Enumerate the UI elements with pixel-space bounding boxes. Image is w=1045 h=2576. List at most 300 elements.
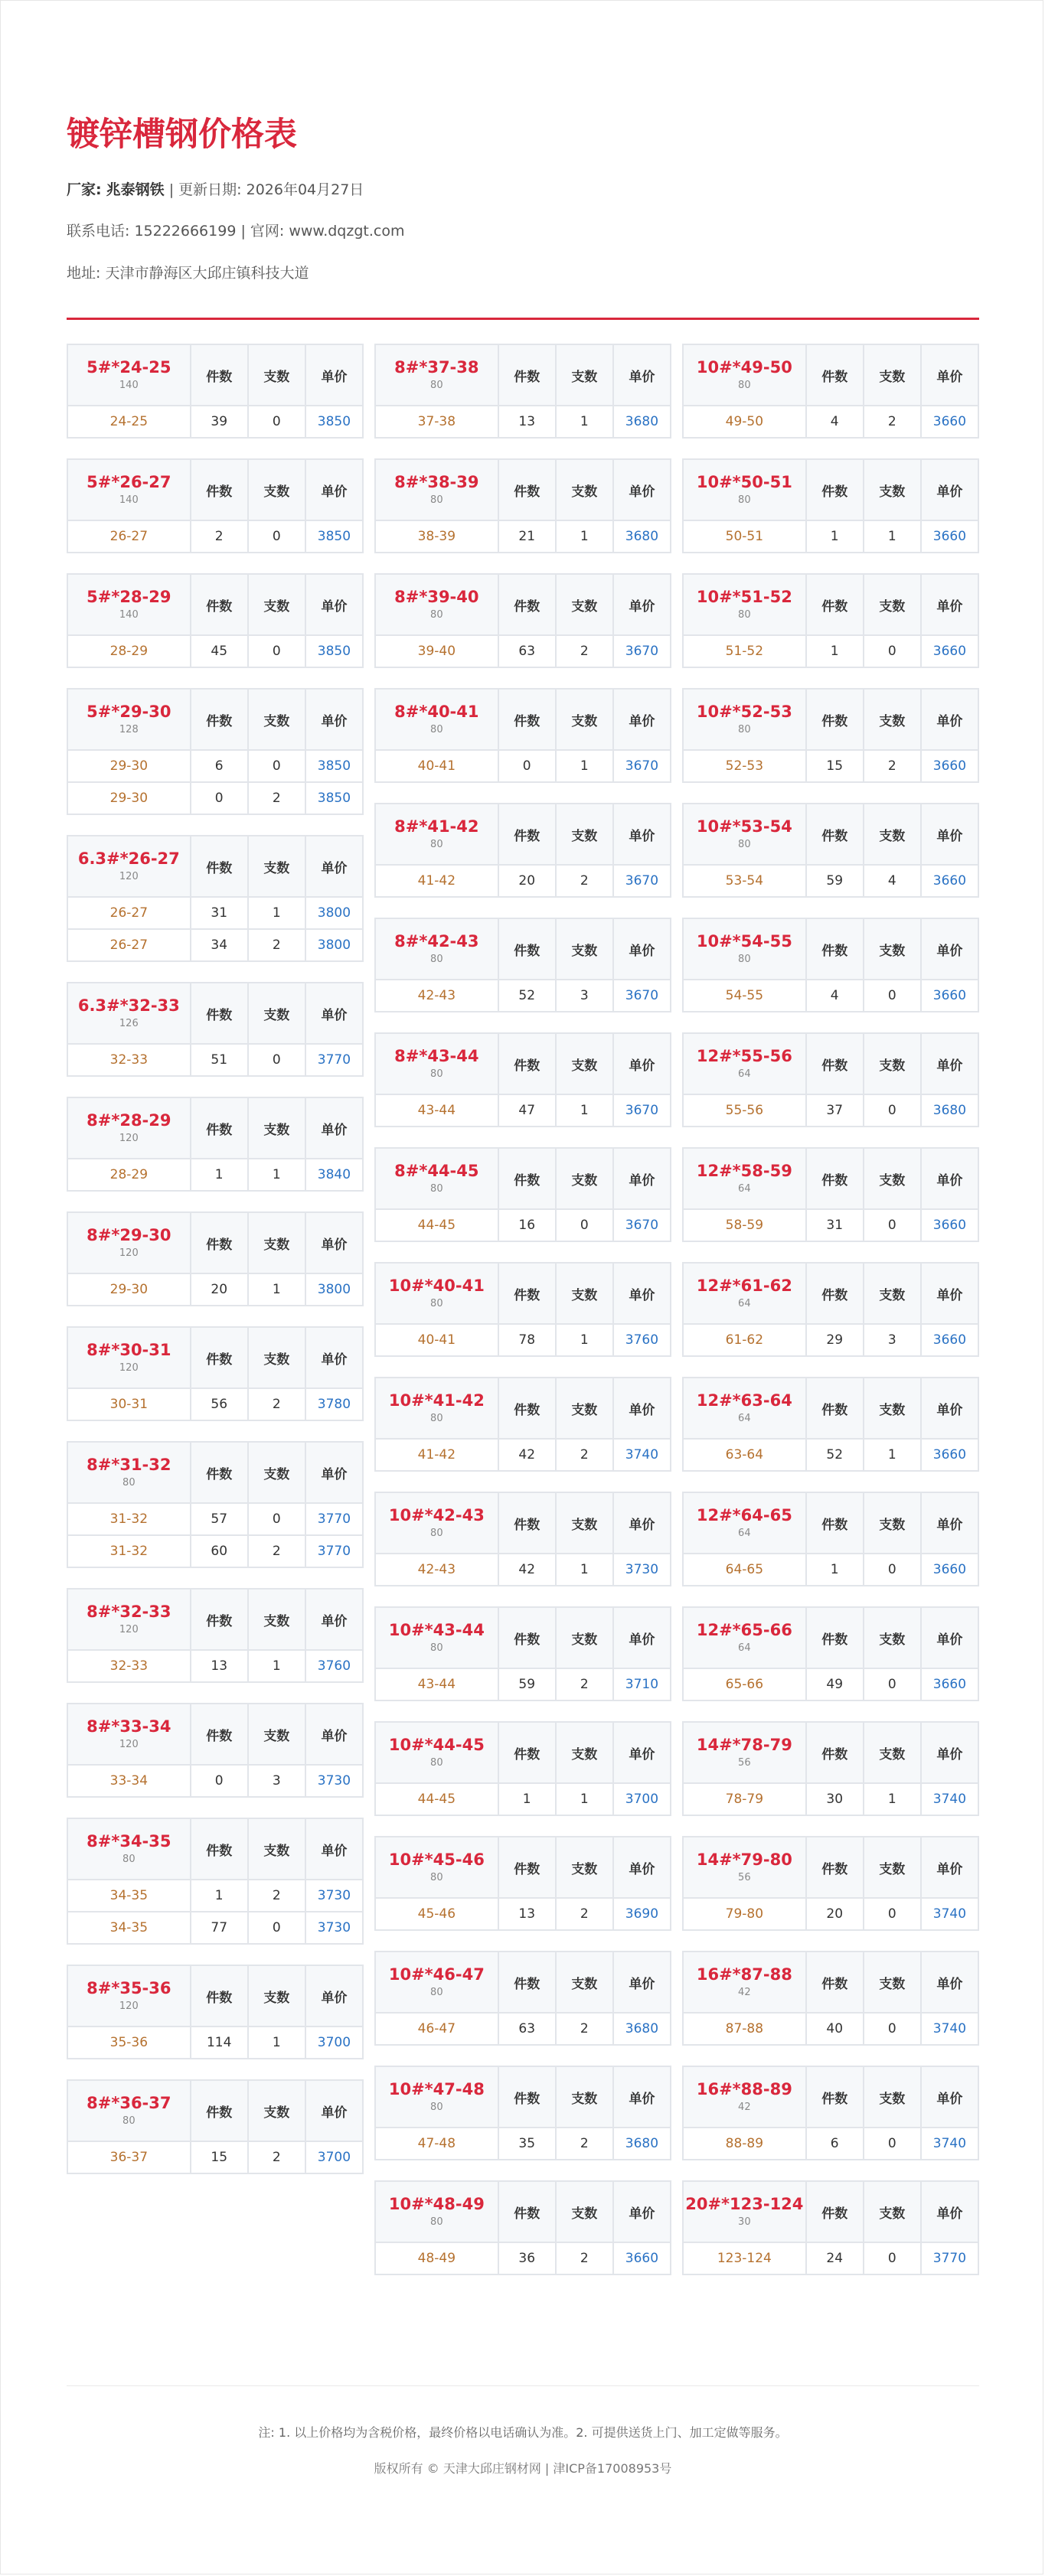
model-sub: 80 [738,379,751,391]
count-cell: 1 [191,1159,248,1191]
address-line: 地址: 天津市静海区大邱庄镇科技大道 [67,265,309,282]
table-body [375,1324,671,1356]
table-row [683,1554,978,1586]
header-count: 件数 [806,1378,864,1439]
header-count: 件数 [191,1589,248,1650]
header-count: 件数 [191,1097,248,1159]
table-head [67,836,363,897]
model-cell [375,574,498,635]
spec-cell: 38-39 [375,520,498,553]
table-body [375,2013,671,2045]
header-price: 单价 [613,459,671,520]
table-row [375,2013,671,2045]
header-count: 件数 [191,344,248,406]
header-pieces: 支数 [864,804,921,865]
price-cell: 3770 [305,1044,363,1076]
header-count: 件数 [806,2181,864,2242]
header-price: 单价 [921,689,978,750]
count-cell: 16 [498,1209,556,1241]
pieces-cell: 0 [248,1503,305,1535]
spec-cell: 31-32 [67,1503,191,1535]
table-body [683,2242,978,2274]
header-row [683,918,978,980]
price-cell: 3730 [305,1880,363,1912]
header-count: 件数 [191,983,248,1044]
model-name: 8#*44-45 [394,1162,479,1181]
price-cell: 3660 [921,750,978,782]
price-table [67,1211,364,1306]
pieces-cell: 0 [864,2242,921,2274]
table-head [683,1952,978,2013]
model-cell [375,1952,498,2013]
model-name: 8#*36-37 [87,2094,171,2113]
pieces-cell: 1 [248,1650,305,1682]
model-cell [683,1033,806,1094]
count-cell: 20 [806,1898,864,1930]
table-row [683,520,978,553]
pieces-cell: 0 [864,635,921,667]
spec-cell: 45-46 [375,1898,498,1930]
model-cell [67,1327,191,1388]
price-table [682,1951,979,2046]
price-cell: 3680 [613,2128,671,2160]
model-cell [375,344,498,406]
price-cell: 3740 [921,1898,978,1930]
pieces-cell: 2 [556,1668,613,1700]
model-cell [67,344,191,406]
price-table [374,1721,671,1816]
model-cell [683,1722,806,1783]
header-pieces: 支数 [864,1837,921,1898]
price-table [374,1951,671,2046]
model-name: 10#*48-49 [388,2195,485,2214]
price-cell: 3660 [921,1554,978,1586]
model-cell [683,2181,806,2242]
table-body [375,1783,671,1815]
model-cell [683,1148,806,1209]
table-body [683,1324,978,1356]
header-row [375,1033,671,1094]
price-cell: 3670 [613,980,671,1012]
table-body [67,1650,363,1682]
count-cell: 24 [806,2242,864,2274]
model-sub: 42 [738,1986,751,1998]
model-cell [375,2066,498,2128]
price-table [67,1326,364,1421]
header-price: 单价 [305,1327,363,1388]
header-row [67,459,363,520]
model-sub: 80 [430,608,443,621]
model-sub: 128 [119,723,139,735]
table-row [375,1094,671,1127]
header-price: 单价 [613,804,671,865]
model-name: 5#*29-30 [87,703,171,722]
count-cell: 47 [498,1094,556,1127]
price-table [67,688,364,815]
header-row [375,1952,671,2013]
model-cell [683,689,806,750]
price-cell: 3680 [613,406,671,438]
header-pieces: 支数 [864,1607,921,1668]
table-body [375,520,671,553]
model-cell [683,1263,806,1324]
table-head [375,1492,671,1554]
price-cell: 3850 [305,782,363,814]
spec-cell: 79-80 [683,1898,806,1930]
table-row [67,750,363,782]
model-name: 20#*123-124 [685,2195,804,2214]
header-row [67,1704,363,1765]
price-cell: 3730 [305,1912,363,1944]
spec-cell: 29-30 [67,750,191,782]
model-name: 8#*37-38 [394,358,479,377]
header-price: 单价 [921,574,978,635]
table-head [375,344,671,406]
model-name: 10#*50-51 [696,473,792,492]
header-price: 单价 [305,836,363,897]
table-row [683,1439,978,1471]
header-price: 单价 [613,1607,671,1668]
model-name: 10#*51-52 [696,588,792,607]
model-name: 5#*24-25 [87,358,171,377]
table-row [683,406,978,438]
count-cell: 20 [191,1273,248,1306]
header-price: 单价 [921,2066,978,2128]
header-count: 件数 [498,574,556,635]
table-row [683,1209,978,1241]
header-price: 单价 [305,344,363,406]
header-row [683,2181,978,2242]
model-name: 8#*33-34 [87,1717,171,1736]
model-sub: 80 [430,953,443,965]
count-cell: 30 [806,1783,864,1815]
price-cell: 3660 [921,865,978,897]
header-count: 件数 [498,1722,556,1783]
table-head [683,1837,978,1898]
header-count: 件数 [498,1378,556,1439]
header-row [683,1033,978,1094]
table-row [375,980,671,1012]
header-count: 件数 [498,1952,556,2013]
model-name: 16#*87-88 [696,1965,792,1984]
pieces-cell: 2 [556,2013,613,2045]
header-pieces: 支数 [556,1722,613,1783]
header-price: 单价 [921,2181,978,2242]
header-row [375,344,671,406]
header-count: 件数 [498,918,556,980]
model-cell [683,1952,806,2013]
model-sub: 140 [119,494,139,506]
header-count: 件数 [498,2066,556,2128]
header-row [683,1148,978,1209]
model-name: 8#*28-29 [87,1111,171,1130]
table-row [375,1898,671,1930]
header-count: 件数 [806,1033,864,1094]
model-cell [375,1033,498,1094]
model-sub: 80 [430,1068,443,1080]
count-cell: 42 [498,1439,556,1471]
table-body [683,750,978,782]
table-row [683,980,978,1012]
model-cell [67,1704,191,1765]
header-price: 单价 [921,918,978,980]
header-row [375,1263,671,1324]
header-row [375,1722,671,1783]
price-cell: 3770 [921,2242,978,2274]
header-row [67,1818,363,1880]
header-price: 单价 [921,1033,978,1094]
pieces-cell: 3 [248,1765,305,1797]
header-pieces: 支数 [556,1148,613,1209]
table-row [67,2027,363,2059]
header-price: 单价 [305,1589,363,1650]
model-sub: 80 [122,1853,136,1865]
price-cell: 3710 [613,1668,671,1700]
pieces-cell: 1 [556,1783,613,1815]
price-table [682,1492,979,1586]
table-head [67,1589,363,1650]
header-count: 件数 [498,1148,556,1209]
factory-line [67,181,979,199]
price-cell: 3700 [305,2027,363,2059]
price-table [682,1606,979,1701]
model-name: 12#*65-66 [696,1621,792,1640]
model-cell [375,1263,498,1324]
header-price: 单价 [613,1033,671,1094]
header-price: 单价 [305,459,363,520]
table-head [67,1327,363,1388]
pieces-cell: 0 [248,406,305,438]
table-head [683,1263,978,1324]
header-count: 件数 [498,1837,556,1898]
count-cell: 0 [498,750,556,782]
spec-cell: 49-50 [683,406,806,438]
table-head [67,344,363,406]
header-price: 单价 [305,1212,363,1273]
table-row [375,1783,671,1815]
model-name: 10#*53-54 [696,817,792,836]
model-name: 16#*88-89 [696,2080,792,2099]
price-table [374,1606,671,1701]
model-name: 12#*55-56 [696,1047,792,1066]
pieces-cell: 2 [864,750,921,782]
pieces-cell: 1 [864,1439,921,1471]
model-cell [375,459,498,520]
table-row [67,1388,363,1420]
table-head [683,1378,978,1439]
price-table [67,982,364,1077]
header-pieces: 支数 [248,1589,305,1650]
price-cell: 3700 [305,2141,363,2173]
count-cell: 60 [191,1535,248,1567]
table-head [67,1097,363,1159]
model-cell [375,1378,498,1439]
count-cell: 42 [498,1554,556,1586]
table-row [683,750,978,782]
table-row [67,1503,363,1535]
pieces-cell: 1 [248,2027,305,2059]
model-sub: 64 [738,1068,751,1080]
table-row [67,406,363,438]
header-pieces: 支数 [556,804,613,865]
table-body [67,2141,363,2173]
price-table [374,2180,671,2275]
table-head [67,1212,363,1273]
table-body [375,750,671,782]
table-body [67,406,363,438]
table-row [67,897,363,929]
model-name: 5#*28-29 [87,588,171,607]
count-cell: 63 [498,635,556,667]
header-row [683,344,978,406]
model-cell [67,689,191,750]
spec-cell: 52-53 [683,750,806,782]
count-cell: 63 [498,2013,556,2045]
table-head [683,459,978,520]
model-sub: 80 [738,838,751,850]
spec-cell: 64-65 [683,1554,806,1586]
count-cell: 4 [806,406,864,438]
table-row [375,1439,671,1471]
table-body [683,2013,978,2045]
header-pieces: 支数 [248,2080,305,2141]
header-pieces: 支数 [864,2066,921,2128]
header-row [375,2066,671,2128]
model-sub: 120 [119,1361,139,1374]
table-row [67,782,363,814]
header-count: 件数 [191,2080,248,2141]
price-cell: 3660 [921,520,978,553]
price-cell: 3660 [921,1209,978,1241]
table-body [683,1094,978,1127]
price-cell: 3740 [613,1439,671,1471]
header-pieces: 支数 [864,459,921,520]
count-cell: 56 [191,1388,248,1420]
table-head [683,1148,978,1209]
header-pieces: 支数 [556,344,613,406]
model-name: 10#*46-47 [388,1965,485,1984]
spec-cell: 42-43 [375,1554,498,1586]
header-count: 件数 [191,1965,248,2027]
price-cell: 3670 [613,635,671,667]
table-body [375,865,671,897]
table-row [67,635,363,667]
header-price: 单价 [305,2080,363,2141]
pieces-cell: 1 [248,1273,305,1306]
model-name: 8#*38-39 [394,473,479,492]
table-body [683,2128,978,2160]
model-sub: 80 [738,608,751,621]
model-sub: 80 [430,1182,443,1195]
pieces-cell: 0 [864,2128,921,2160]
model-sub: 64 [738,1182,751,1195]
model-cell [375,689,498,750]
model-cell [683,344,806,406]
header-pieces: 支数 [248,1327,305,1388]
header-pieces: 支数 [248,983,305,1044]
price-table [374,803,671,898]
factory-label: 厂家: [67,181,102,198]
pieces-cell: 1 [864,520,921,553]
spec-cell: 28-29 [67,1159,191,1191]
model-cell [67,983,191,1044]
header-pieces: 支数 [864,1033,921,1094]
table-body [375,1439,671,1471]
header-price: 单价 [921,804,978,865]
header-price: 单价 [305,1965,363,2027]
header-row [683,689,978,750]
model-sub: 126 [119,1017,139,1029]
header-count: 件数 [806,918,864,980]
header-pieces: 支数 [248,574,305,635]
pieces-cell: 2 [556,2242,613,2274]
header-price: 单价 [305,1704,363,1765]
header-price: 单价 [613,918,671,980]
table-row [375,2128,671,2160]
pieces-cell: 0 [864,1094,921,1127]
count-cell: 57 [191,1503,248,1535]
model-name: 8#*43-44 [394,1047,479,1066]
header-pieces: 支数 [864,1148,921,1209]
header-count: 件数 [191,574,248,635]
pieces-cell: 1 [556,1094,613,1127]
page-title: 镀锌槽钢价格表 [67,116,297,154]
header-price: 单价 [613,1148,671,1209]
spec-cell: 44-45 [375,1783,498,1815]
count-cell: 13 [498,1898,556,1930]
price-table [682,803,979,898]
header-pieces: 支数 [556,459,613,520]
header-pieces: 支数 [556,1263,613,1324]
model-name: 10#*41-42 [388,1391,485,1410]
price-table [67,1588,364,1683]
model-name: 8#*31-32 [87,1456,171,1475]
header-row [683,1492,978,1554]
header-row [683,1837,978,1898]
spec-cell: 43-44 [375,1668,498,1700]
price-cell: 3780 [305,1388,363,1420]
spec-cell: 35-36 [67,2027,191,2059]
count-cell: 52 [806,1439,864,1471]
spec-cell: 42-43 [375,980,498,1012]
count-cell: 13 [191,1650,248,1682]
pieces-cell: 0 [248,1912,305,1944]
price-cell: 3700 [613,1783,671,1815]
table-row [375,1668,671,1700]
table-row [375,1324,671,1356]
count-cell: 78 [498,1324,556,1356]
table-row [683,2128,978,2160]
table-head [67,1965,363,2027]
table-head [375,1952,671,2013]
model-cell [375,1722,498,1783]
price-table [374,1262,671,1357]
table-body [683,520,978,553]
model-cell [683,574,806,635]
header-count: 件数 [498,1033,556,1094]
header-count: 件数 [806,1607,864,1668]
table-body [683,406,978,438]
table-head [375,1033,671,1094]
model-cell [375,1607,498,1668]
model-name: 10#*52-53 [696,703,792,722]
count-cell: 39 [191,406,248,438]
table-row [683,1094,978,1127]
header-price: 单价 [613,1952,671,2013]
model-sub: 80 [430,1527,443,1539]
header-row [67,574,363,635]
header-count: 件数 [191,1327,248,1388]
